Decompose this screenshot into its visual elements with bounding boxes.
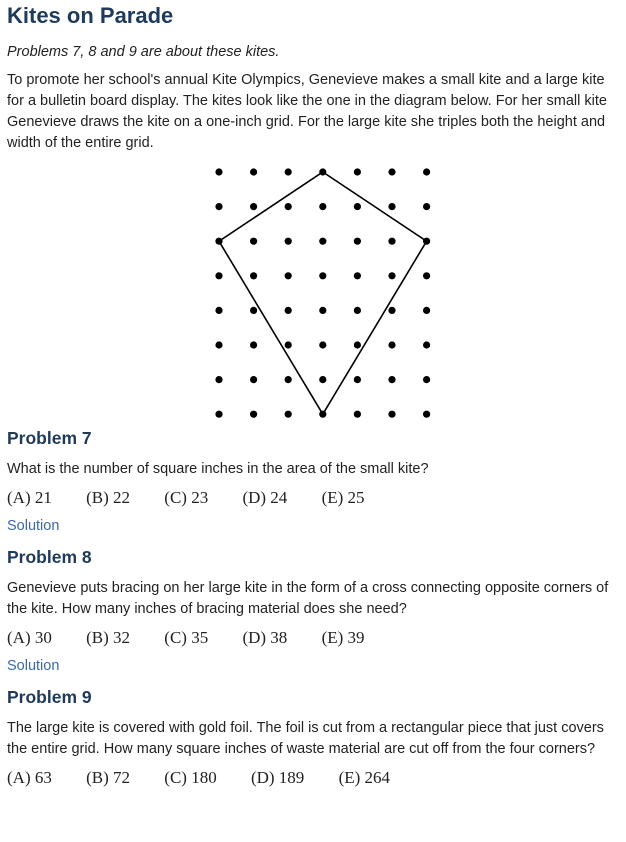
intro-text: Problems 7, 8 and 9 are about these kites. (7, 44, 280, 60)
choice-b: (B) 72 (86, 768, 131, 787)
grid-dot (354, 376, 361, 383)
choice-e: (E) 39 (321, 628, 365, 647)
grid-dot (319, 238, 326, 245)
grid-dot (319, 341, 326, 348)
grid-dot (215, 376, 222, 383)
choice-c: (C) 23 (164, 488, 209, 507)
problem-question: What is the number of square inches in the area of the small kite? (7, 461, 429, 477)
grid-dot (354, 341, 361, 348)
problem-heading: Problem 8 (7, 547, 92, 567)
grid-dot (388, 307, 395, 314)
grid-dot (354, 238, 361, 245)
grid-dot (215, 272, 222, 279)
choice-a: (A) 63 (7, 768, 52, 787)
problem-heading: Problem 7 (7, 428, 92, 448)
grid-dot (250, 307, 257, 314)
grid-dot (250, 238, 257, 245)
choice-c: (C) 35 (164, 628, 209, 647)
grid-dot (285, 272, 292, 279)
kite-diagram (7, 158, 619, 420)
problem-9 (7, 685, 619, 790)
answer-choices (7, 766, 619, 790)
choice-b: (B) 22 (86, 488, 131, 507)
grid-dot (285, 238, 292, 245)
grid-dot (250, 168, 257, 175)
grid-dot (319, 272, 326, 279)
grid-dot (285, 168, 292, 175)
grid-dot (354, 203, 361, 210)
grid-dot (215, 411, 222, 418)
grid-dot (354, 168, 361, 175)
choice-d: (D) 38 (242, 628, 288, 647)
problem-8 (7, 545, 619, 676)
grid-dot (423, 168, 430, 175)
grid-dot (388, 168, 395, 175)
grid-dot (250, 376, 257, 383)
choice-e: (E) 264 (338, 768, 391, 787)
grid-dot (215, 168, 222, 175)
grid-dot (319, 307, 326, 314)
choice-d: (D) 24 (242, 488, 288, 507)
choice-a: (A) 30 (7, 628, 52, 647)
grid-dot (285, 203, 292, 210)
answer-choices (7, 626, 619, 650)
kite-grid-figure (203, 158, 431, 420)
grid-dot (354, 272, 361, 279)
choice-b: (B) 32 (86, 628, 131, 647)
problem-heading: Problem 9 (7, 687, 92, 707)
grid-dot (285, 376, 292, 383)
grid-dot (423, 272, 430, 279)
problem-question: Genevieve puts bracing on her large kite in the form of a cross connecting opposite corners of the kite. How many inches of bracing material does she need? (7, 580, 609, 617)
grid-dot (215, 238, 222, 245)
problem-question: The large kite is covered with gold foil. The foil is cut from a rectangular piece that just covers the entire grid. How many square inches of waste material are cut off from the four corners? (7, 720, 604, 757)
page-title: Kites on Parade (7, 3, 174, 28)
problem-description: To promote her school's annual Kite Olympics, Genevieve makes a small kite and a large kite for a bulletin board display. The kites look like the one in the diagram below. For her small kite Genevieve draws the kite on a one-inch grid. For the large kite she triples both the height and width of the entire grid. (7, 72, 607, 151)
grid-dot (388, 341, 395, 348)
grid-dot (388, 272, 395, 279)
solution-link[interactable]: Solution (7, 518, 60, 534)
grid-dot (354, 411, 361, 418)
grid-dot (388, 203, 395, 210)
grid-dot (319, 376, 326, 383)
grid-dot (285, 411, 292, 418)
grid-dot (215, 203, 222, 210)
grid-dot (319, 168, 326, 175)
grid-dot (215, 307, 222, 314)
choice-d: (D) 189 (250, 768, 305, 787)
grid-dot (354, 307, 361, 314)
grid-dot (319, 411, 326, 418)
grid-dot (388, 376, 395, 383)
grid-dot (423, 341, 430, 348)
grid-dot (423, 307, 430, 314)
grid-dot (423, 411, 430, 418)
solution-link[interactable]: Solution (7, 658, 60, 674)
grid-dot (423, 376, 430, 383)
answer-choices (7, 486, 619, 510)
grid-dot (388, 238, 395, 245)
grid-dot (319, 203, 326, 210)
grid-dot (423, 203, 430, 210)
choice-e: (E) 25 (321, 488, 365, 507)
grid-dot (250, 411, 257, 418)
grid-dot (250, 272, 257, 279)
grid-dot (285, 307, 292, 314)
grid-dot (215, 341, 222, 348)
choice-a: (A) 21 (7, 488, 52, 507)
choice-c: (C) 180 (164, 768, 217, 787)
grid-dot (388, 411, 395, 418)
problem-7 (7, 426, 619, 536)
grid-dot (250, 203, 257, 210)
grid-dot (285, 341, 292, 348)
grid-dot (250, 341, 257, 348)
grid-dot (423, 238, 430, 245)
